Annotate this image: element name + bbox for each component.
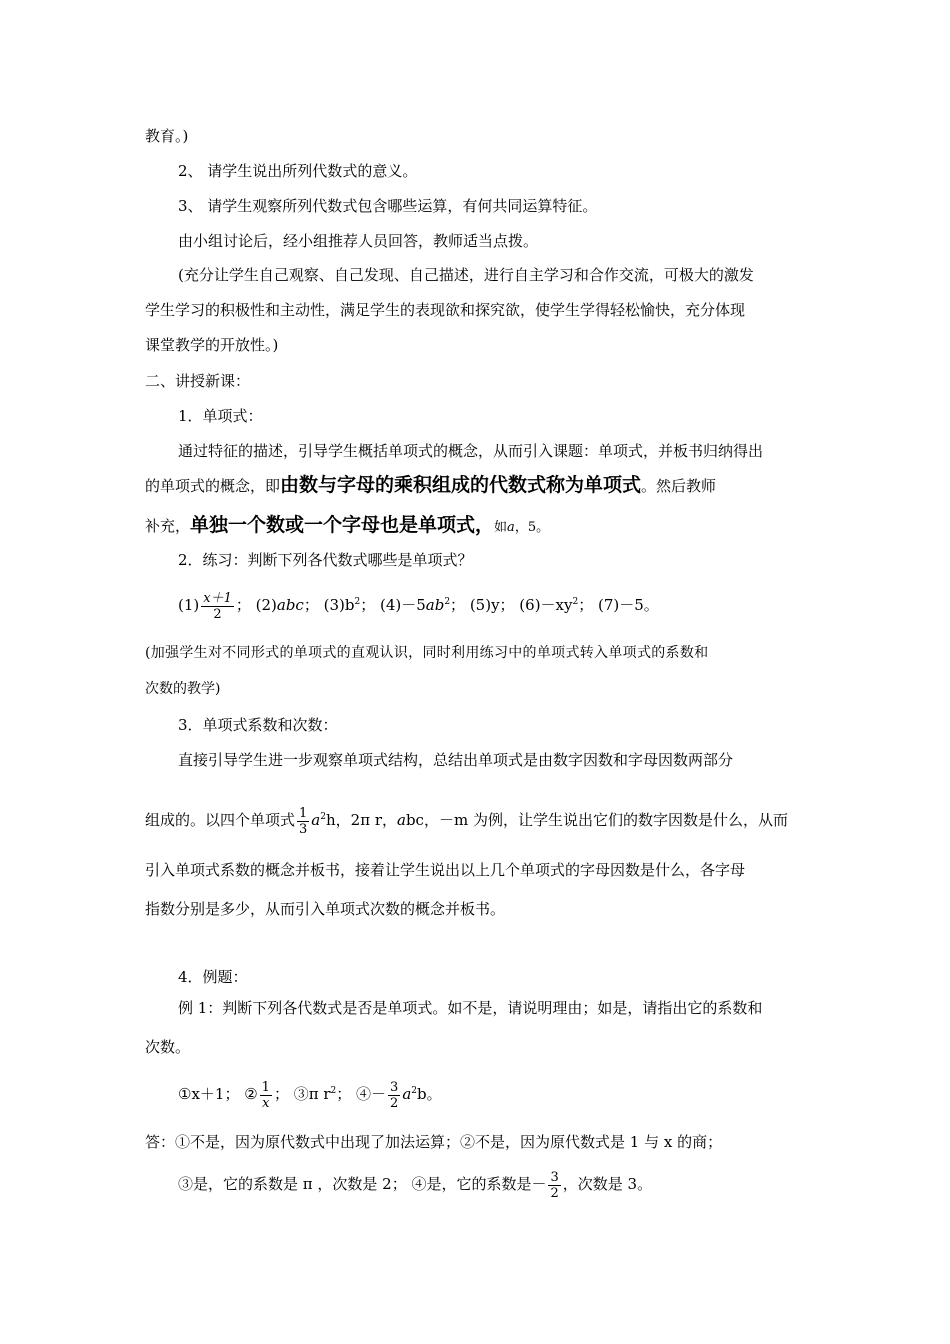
fraction-denominator: 2 — [390, 1095, 399, 1111]
text-run: ； (2) — [235, 596, 277, 614]
fraction — [260, 1080, 272, 1111]
fraction-denominator: 3 — [299, 821, 308, 837]
exponent: 2 — [411, 1086, 418, 1096]
text-line: 例 1：判断下列各代数式是否是单项式。如不是，请说明理由；如是，请指出它的系数和 — [178, 999, 763, 1017]
text-run: 如 — [494, 520, 508, 535]
text-run: b。 — [417, 1085, 442, 1103]
fraction — [297, 806, 309, 837]
text-run: 组成的。以四个单项式 — [145, 811, 296, 829]
text-run: ，5。 — [514, 520, 550, 535]
subsection-heading: 2．练习：判断下列各代数式哪些是单项式？ — [178, 551, 473, 569]
text-run: ，次数是 3。 — [562, 1175, 653, 1193]
fraction-denominator: x — [260, 1095, 272, 1111]
fraction-numerator: 3 — [390, 1079, 399, 1095]
text-line: 由小组讨论后，经小组推荐人员回答，教师适当点拨。 — [178, 232, 539, 250]
exercise-line — [178, 590, 659, 622]
variable: a — [311, 811, 321, 829]
text-line: 直接引导学生进一步观察单项式结构，总结出单项式是由数字因数和字母因数两部分 — [178, 751, 734, 769]
text-run: (1) — [178, 596, 200, 614]
variable: abc — [276, 596, 304, 614]
variable: ab — [425, 596, 445, 614]
text-line: (加强学生对不同形式的单项式的直观认识，同时利用练习中的单项式转入单项式的系数和 — [145, 645, 709, 661]
text-run: 补充， — [145, 517, 191, 535]
text-line: 2、 请学生说出所列代数式的意义。 — [178, 162, 418, 180]
text-line: 次数的教学) — [145, 681, 221, 697]
subsection-heading: 3．单项式系数和次数： — [178, 716, 338, 734]
text-run: ； (3)b — [303, 596, 355, 614]
fraction — [548, 1170, 560, 1201]
text-run: 的单项式的概念，即 — [145, 477, 281, 495]
text-run: ； (5)y； (6)－xy — [450, 596, 573, 614]
exponent: 2 — [572, 597, 579, 607]
text-line: 通过特征的描述，引导学生概括单项式的概念，从而引入课题：单项式，并板书归纳得出 — [178, 442, 764, 460]
fraction-numerator: x＋1 — [203, 590, 232, 606]
fraction-denominator: 2 — [550, 1185, 559, 1201]
exponent: 2 — [320, 812, 326, 822]
text-line: 指数分别是多少，从而引入单项式次数的概念并板书。 — [145, 900, 506, 918]
example-items — [178, 1078, 442, 1111]
text-run: ③是，它的系数是 π ，次数是 2； ④是，它的系数是－ — [178, 1175, 547, 1193]
section-heading: 二、讲授新课： — [145, 372, 251, 390]
text-run: 。然后教师 — [641, 477, 717, 495]
text-run: ①x＋1； ② — [178, 1085, 258, 1103]
subsection-heading: 4．例题： — [178, 968, 248, 986]
subsection-heading: 1．单项式： — [178, 407, 263, 425]
text-line: 学生学习的积极性和主动性，满足学生的表现欲和探究欲，使学生学得轻松愉快，充分体现 — [145, 301, 746, 319]
fraction-numerator: 1 — [261, 1079, 270, 1095]
text-line: (充分让学生自己观察、自己发现、自己描述，进行自主学习和合作交流，可极大的激发 — [178, 266, 754, 284]
supplement-line — [145, 514, 549, 539]
answer-line: 答：①不是，因为原代数式中出现了加法运算；②不是，因为原代数式是 1 与 x 的商； — [145, 1133, 723, 1151]
text-line: 次数。 — [145, 1038, 191, 1056]
text-line: 3、 请学生观察所列代数式包含哪些运算，有何共同运算特征。 — [178, 197, 598, 215]
fraction — [388, 1080, 400, 1111]
fraction-numerator: 1 — [299, 805, 308, 821]
text-line-with-fraction — [145, 804, 788, 837]
fraction-numerator: 3 — [550, 1169, 559, 1185]
text-line: 引入单项式系数的概念并板书，接着让学生说出以上几个单项式的字母因数是什么，各字母 — [145, 861, 746, 879]
text-run: ； ④－ — [336, 1085, 387, 1103]
fraction — [201, 591, 234, 622]
supplement-bold: 单独一个数或一个字母也是单项式， — [190, 514, 495, 536]
exponent: 2 — [444, 597, 451, 607]
definition-bold: 由数与字母的乘积组成的代数式称为单项式 — [280, 474, 642, 496]
exponent: 2 — [354, 597, 361, 607]
exponent: 2 — [330, 1086, 337, 1096]
text-run: ； (7)－5。 — [578, 596, 659, 614]
text-line: 课堂教学的开放性。) — [145, 336, 279, 354]
text-line: 教育。) — [145, 127, 189, 145]
definition-line — [145, 474, 716, 497]
text-run: h，2π r， — [325, 811, 397, 829]
variable: a — [402, 1085, 412, 1103]
answer-line-with-fraction — [178, 1168, 652, 1201]
variable: a — [507, 520, 515, 535]
text-run: ； ③π r — [273, 1085, 331, 1103]
text-run: bc，－m 为例，让学生说出它们的数字因数是什么，从而 — [405, 811, 788, 829]
text-run: ； (4)－5 — [360, 596, 426, 614]
variable: a — [397, 811, 406, 829]
fraction-denominator: 2 — [201, 606, 234, 622]
